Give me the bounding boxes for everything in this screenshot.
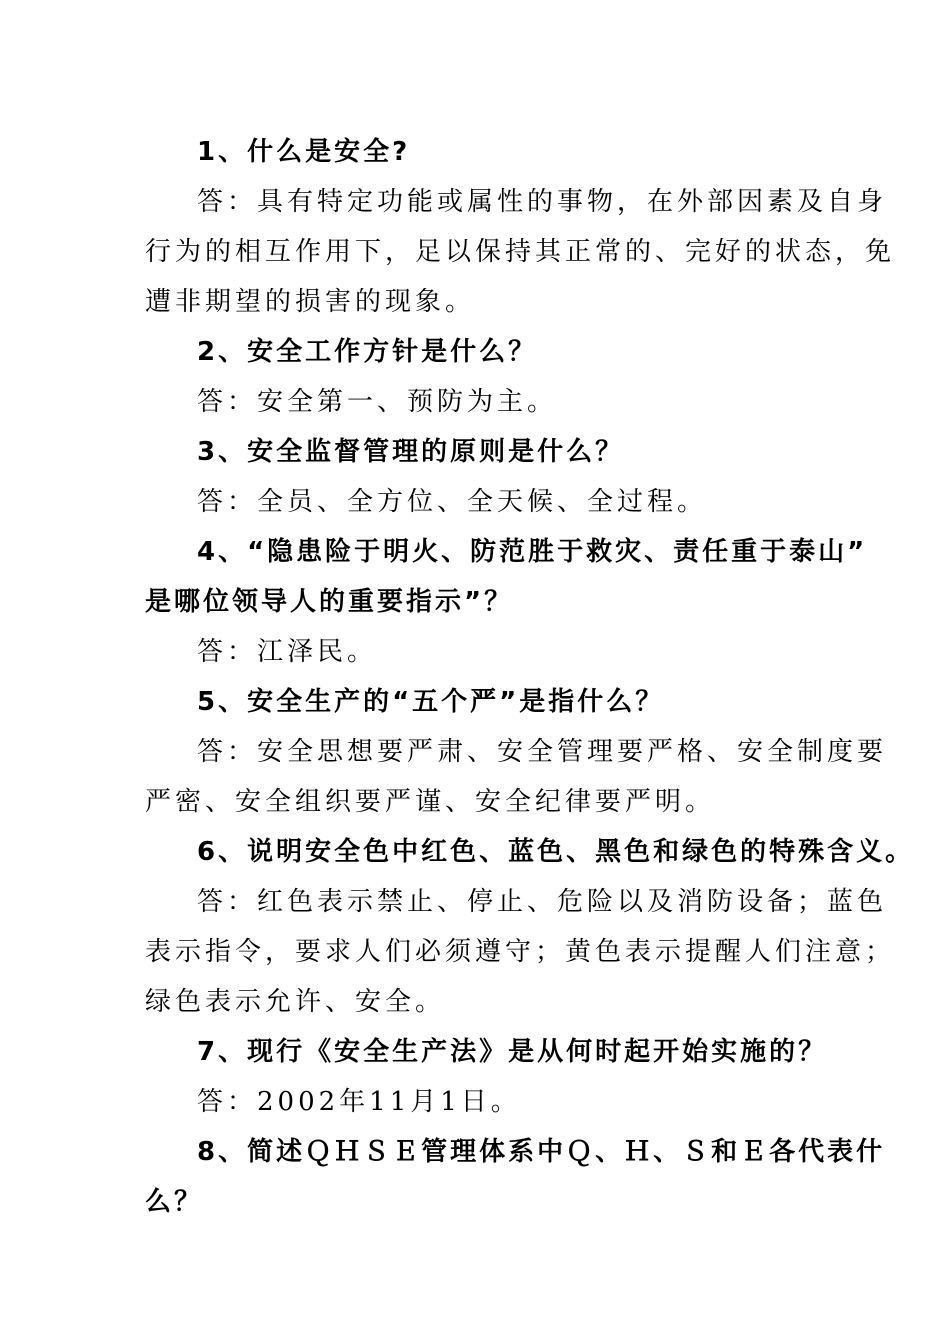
question-4-line-2: 是哪位领导人的重要指示”？ (145, 587, 514, 617)
question-8-line-2: 么？ (145, 1187, 204, 1217)
question-7: 7、现行《安全生产法》是从何时起开始实施的？ (197, 1037, 828, 1067)
question-1: 1、什么是安全? (197, 137, 411, 167)
answer-1-line-3: 遭非期望的损害的现象。 (145, 287, 476, 317)
answer-2: 答：安全第一、预防为主。 (197, 387, 558, 417)
answer-6-line-2: 表示指令，要求人们必须遵守；黄色表示提醒人们注意； (145, 937, 896, 967)
question-8-line-1: 8、简述ＱＨＳＥ管理体系中Ｑ、Ｈ、Ｓ和Ｅ各代表什 (197, 1137, 886, 1167)
answer-6-line-3: 绿色表示允许、安全。 (145, 987, 446, 1017)
answer-7: 答：2002年11月1日。 (197, 1087, 521, 1117)
question-5: 5、安全生产的“五个严”是指什么？ (197, 687, 665, 717)
answer-6-line-1: 答：红色表示禁止、停止、危险以及消防设备；蓝色 (197, 887, 888, 917)
question-2: 2、安全工作方针是什么？ (197, 337, 538, 367)
question-6: 6、说明安全色中红色、蓝色、黑色和绿色的特殊含义。 (197, 837, 915, 867)
question-3: 3、安全监督管理的原则是什么？ (197, 437, 625, 467)
answer-1-line-2: 行为的相互作用下，足以保持其正常的、完好的状态，免 (145, 237, 896, 267)
answer-1-line-1: 答：具有特定功能或属性的事物，在外部因素及自身 (197, 187, 888, 217)
question-4-line-1: 4、“隐患险于明火、防范胜于救灾、责任重于泰山” (197, 537, 868, 567)
answer-5-line-1: 答：安全思想要严肃、安全管理要严格、安全制度要 (197, 737, 888, 767)
answer-3: 答：全员、全方位、全天候、全过程。 (197, 487, 708, 517)
answer-4: 答：江泽民。 (197, 637, 378, 667)
answer-5-line-2: 严密、安全组织要严谨、安全纪律要严明。 (145, 787, 716, 817)
